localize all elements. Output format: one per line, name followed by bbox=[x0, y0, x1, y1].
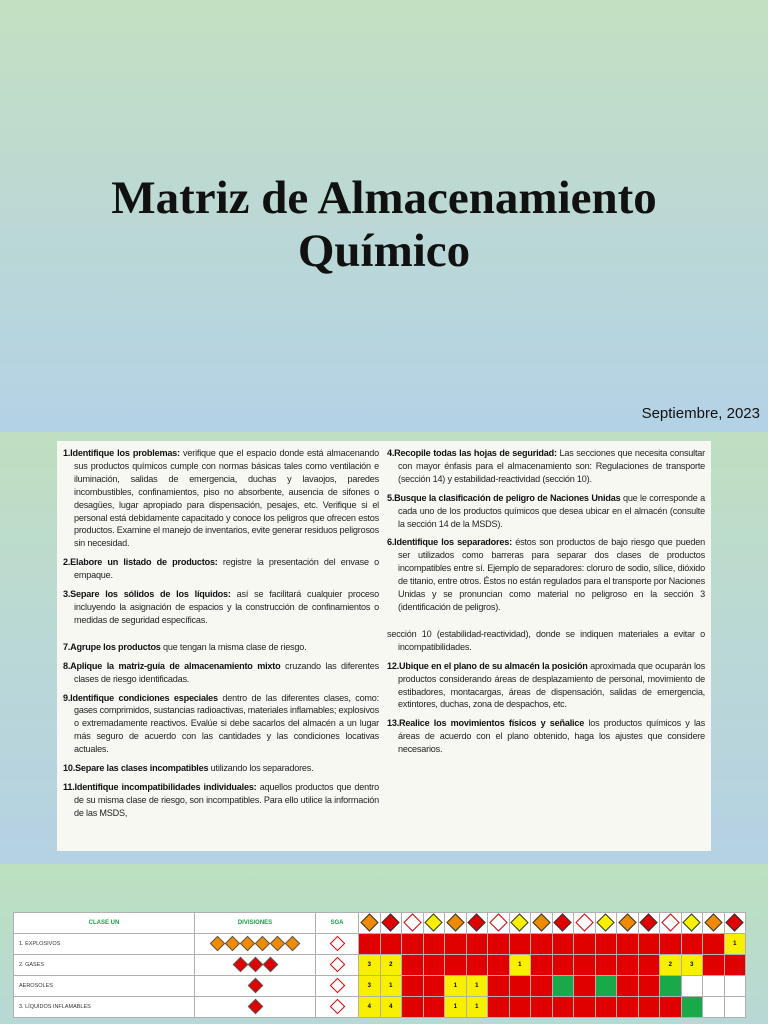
sga-icon-cell bbox=[316, 976, 359, 997]
matrix-cell bbox=[531, 976, 553, 997]
matrix-cell: 1 bbox=[380, 976, 402, 997]
hazard-pictogram-header bbox=[531, 913, 553, 934]
item-lead: 5.Busque la clasificación de peligro de Naciones Unidas bbox=[387, 492, 621, 503]
matrix-cell bbox=[724, 976, 746, 997]
matrix-cell bbox=[703, 955, 725, 976]
matrix-cell bbox=[445, 934, 467, 955]
matrix-cell bbox=[617, 997, 639, 1018]
matrix-cell bbox=[509, 997, 531, 1018]
left-item bbox=[63, 660, 379, 686]
matrix-cell bbox=[509, 934, 531, 955]
matrix-cell bbox=[638, 997, 660, 1018]
matrix-row bbox=[14, 934, 746, 955]
matrix-cell: 3 bbox=[359, 976, 381, 997]
instructions-left-column bbox=[63, 447, 379, 826]
left-item bbox=[63, 447, 379, 550]
hazard-diamond-icon bbox=[382, 913, 400, 931]
sga-pictogram-icon bbox=[329, 935, 345, 951]
matrix-cell bbox=[402, 997, 424, 1018]
matrix-cell bbox=[488, 955, 510, 976]
division-diamond-icon bbox=[210, 935, 226, 951]
slide-title bbox=[0, 172, 768, 278]
matrix-cell bbox=[681, 934, 703, 955]
item-lead: 7.Agrupe los productos bbox=[63, 641, 161, 652]
matrix-cell bbox=[402, 955, 424, 976]
sga-icon-cell bbox=[316, 997, 359, 1018]
matrix-cell bbox=[574, 997, 596, 1018]
item-text: sección 10 (estabilidad-reactividad), donde se indiquen materiales a evitar o incompatibilidades. bbox=[387, 628, 705, 652]
hazard-diamond-icon bbox=[446, 913, 464, 931]
division-diamond-icon bbox=[255, 935, 271, 951]
matrix-cell bbox=[423, 955, 445, 976]
hazard-diamond-icon bbox=[704, 913, 722, 931]
matrix-cell: 1 bbox=[445, 976, 467, 997]
matrix-cell bbox=[423, 934, 445, 955]
hazard-diamond-icon bbox=[554, 913, 572, 931]
matrix-cell bbox=[681, 997, 703, 1018]
matrix-cell: 3 bbox=[359, 955, 381, 976]
matrix-cell bbox=[574, 934, 596, 955]
division-icons bbox=[195, 997, 316, 1018]
right-item bbox=[387, 628, 705, 654]
matrix-cell bbox=[724, 997, 746, 1018]
sga-icon-cell bbox=[316, 934, 359, 955]
hazard-pictogram-header bbox=[574, 913, 596, 934]
item-text: dentro de las diferentes clases, como: gases comprimidos, sustancias radioactivas, materiales inflamables; explosivos o extremadamente reactivos. Evalúe si debe sacarlos del almacén a un lugar más seguro de acuerdo con las cantidades y las condiciones locativas actuales. bbox=[74, 692, 379, 755]
item-text: cruzando las diferentes clases de riesgo identificadas. bbox=[74, 660, 379, 684]
division-icons bbox=[195, 955, 316, 976]
matrix-cell bbox=[531, 955, 553, 976]
division-diamond-icon bbox=[247, 998, 263, 1014]
matrix-row-label: 1. EXPLOSIVOS bbox=[14, 934, 195, 955]
item-lead: 1.Identifique los problemas: bbox=[63, 448, 180, 458]
left-item bbox=[63, 781, 379, 820]
division-diamond-icon bbox=[262, 956, 278, 972]
matrix-cell bbox=[638, 934, 660, 955]
matrix-cell bbox=[488, 934, 510, 955]
matrix-cell bbox=[552, 976, 574, 997]
left-item bbox=[63, 762, 379, 775]
item-lead: 11.Identifique incompatibilidades individuales: bbox=[63, 781, 257, 792]
matrix-cell bbox=[574, 955, 596, 976]
matrix-cell: 3 bbox=[681, 955, 703, 976]
right-item bbox=[387, 536, 705, 613]
matrix-cell bbox=[423, 976, 445, 997]
matrix-cell bbox=[423, 997, 445, 1018]
hazard-diamond-icon bbox=[575, 913, 593, 931]
item-lead: 8.Aplique la matriz-guía de almacenamiento mixto bbox=[63, 660, 281, 671]
matrix-cell bbox=[703, 934, 725, 955]
instructions-slide bbox=[0, 432, 768, 864]
matrix-cell bbox=[488, 976, 510, 997]
item-text: registre la presentación del envase o empaque. bbox=[74, 557, 379, 581]
right-item bbox=[387, 492, 705, 531]
item-lead: 12.Ubique en el plano de su almacén la posición bbox=[387, 660, 588, 671]
item-text: que le corresponde a cada uno de los productos químicos que desea ubicar en el almacén (consulte la sección 14 de la MSDS). bbox=[398, 492, 705, 529]
hazard-pictogram-header bbox=[552, 913, 574, 934]
division-icons bbox=[195, 976, 316, 997]
item-lead: 6.Identifique los separadores: bbox=[387, 537, 512, 548]
sga-pictogram-icon bbox=[329, 998, 345, 1014]
matrix-cell bbox=[617, 976, 639, 997]
matrix-cell bbox=[703, 976, 725, 997]
matrix-cell bbox=[595, 934, 617, 955]
instructions-right-column bbox=[387, 447, 705, 762]
item-lead: 2.Elabore un listado de productos: bbox=[63, 557, 218, 568]
matrix-header-row bbox=[14, 913, 746, 934]
title-line-2: Químico bbox=[297, 225, 471, 277]
division-icons bbox=[195, 934, 316, 955]
left-item bbox=[63, 588, 379, 627]
matrix-row bbox=[14, 997, 746, 1018]
hazard-diamond-icon bbox=[726, 913, 744, 931]
matrix-cell bbox=[402, 976, 424, 997]
item-text: utilizando los separadores. bbox=[208, 763, 314, 774]
matrix-cell bbox=[617, 955, 639, 976]
sga-pictogram-icon bbox=[329, 977, 345, 993]
matrix-cell: 1 bbox=[509, 955, 531, 976]
matrix-cell bbox=[488, 997, 510, 1018]
matrix-cell: 1 bbox=[445, 997, 467, 1018]
item-lead: 13.Realice los movimientos físicos y señalice bbox=[387, 718, 585, 729]
item-text: éstos son productos de bajo riesgo que pueden ser utilizados como barreras para separar dos clases de productos incompatibles entre sí. Ejemplo de separadores: cloruro de sodio, sílice, dióxido de titanio, entre otros. Éstos no están regulados para el transporte por Naciones Unidas y se pronuncian como material no peligroso en la sección 3 (identificación de peligros). bbox=[398, 537, 705, 612]
hazard-diamond-icon bbox=[360, 913, 378, 931]
right-item bbox=[387, 717, 705, 756]
matrix-slide bbox=[0, 864, 768, 1024]
matrix-cell bbox=[660, 997, 682, 1018]
hazard-diamond-icon bbox=[597, 913, 615, 931]
division-diamond-icon bbox=[247, 977, 263, 993]
matrix-cell: 2 bbox=[380, 955, 402, 976]
division-diamond-icon bbox=[232, 956, 248, 972]
hazard-pictogram-header bbox=[402, 913, 424, 934]
matrix-cell bbox=[359, 934, 381, 955]
matrix-cell: 1 bbox=[466, 976, 488, 997]
left-item bbox=[63, 641, 379, 654]
item-text: que tengan la misma clase de riesgo. bbox=[160, 641, 307, 652]
matrix-row-label: 2. GASES bbox=[14, 955, 195, 976]
title-line-1: Matriz de Almacenamiento bbox=[111, 172, 657, 224]
matrix-cell bbox=[552, 934, 574, 955]
item-text: verifique que el espacio donde está almacenando sus productos químicos cumple con normas básicas tales como ventilación e iluminación, salidas de emergencia, duchas y lavaojos, paredes incombustibles, confinamientos, piso no absorbente, ausencia de sifones o desagües, lugar apropiado para dispensación, pesajes, etc. Verifique si el personal está debidamente capacitado y conoce los peligros que ofrecen estos productos. Examine el manejo de inventarios, evite generar residuos peligrosos sin necesidad. bbox=[74, 448, 379, 549]
instructions-document bbox=[57, 441, 711, 851]
item-text: Las secciones que necesita consultar con mayor énfasis para el almacenamiento son: Regulaciones de transporte (sección 14) y estabilidad-reactividad (sección 10). bbox=[398, 448, 705, 484]
matrix-cell bbox=[574, 976, 596, 997]
item-text: los productos químicos y las áreas de acuerdo con el plano obtenido, haga los ajustes que considere necesarios. bbox=[398, 718, 705, 755]
matrix-cell bbox=[617, 934, 639, 955]
hazard-pictogram-header bbox=[359, 913, 381, 934]
storage-matrix-table bbox=[13, 912, 746, 1018]
matrix-cell bbox=[703, 997, 725, 1018]
item-text: aproximada que ocuparán los productos considerando áreas de desplazamiento de personal, movimiento de estibadores, montacargas, áreas de dispensación, salidas de emergencia, extintores, duchas, zona de despachos, etc. bbox=[398, 660, 705, 710]
matrix-cell: 2 bbox=[660, 955, 682, 976]
matrix-cell bbox=[638, 955, 660, 976]
matrix-cell bbox=[660, 976, 682, 997]
right-item bbox=[387, 447, 705, 486]
hazard-pictogram-header bbox=[445, 913, 467, 934]
hazard-diamond-icon bbox=[618, 913, 636, 931]
matrix-cell bbox=[531, 997, 553, 1018]
division-diamond-icon bbox=[240, 935, 256, 951]
hazard-pictogram-header bbox=[724, 913, 746, 934]
matrix-cell bbox=[595, 955, 617, 976]
matrix-row bbox=[14, 955, 746, 976]
hazard-diamond-icon bbox=[640, 913, 658, 931]
hazard-pictogram-header bbox=[466, 913, 488, 934]
header-clase-un: CLASE UN bbox=[14, 913, 195, 934]
matrix-row bbox=[14, 976, 746, 997]
item-lead: 10.Separe las clases incompatibles bbox=[63, 763, 209, 774]
item-lead: 3.Separe los sólidos de los líquidos: bbox=[63, 589, 231, 600]
hazard-pictogram-header bbox=[660, 913, 682, 934]
hazard-diamond-icon bbox=[683, 913, 701, 931]
title-slide bbox=[0, 0, 768, 432]
division-diamond-icon bbox=[285, 935, 301, 951]
matrix-cell bbox=[681, 976, 703, 997]
header-divisiones: DIVISIONES bbox=[195, 913, 316, 934]
item-lead: 4.Recopile todas las hojas de seguridad: bbox=[387, 448, 557, 458]
hazard-diamond-icon bbox=[425, 913, 443, 931]
hazard-pictogram-header bbox=[595, 913, 617, 934]
matrix-cell bbox=[638, 976, 660, 997]
matrix-row-label: AEROSOLES bbox=[14, 976, 195, 997]
header-sga: SGA bbox=[316, 913, 359, 934]
hazard-diamond-icon bbox=[532, 913, 550, 931]
right-item bbox=[387, 660, 705, 712]
hazard-diamond-icon bbox=[468, 913, 486, 931]
hazard-pictogram-header bbox=[509, 913, 531, 934]
slide-date: Septiembre, 2023 bbox=[641, 405, 760, 422]
division-diamond-icon bbox=[225, 935, 241, 951]
hazard-diamond-icon bbox=[511, 913, 529, 931]
hazard-pictogram-header bbox=[681, 913, 703, 934]
item-text: aquellos productos que dentro de su misma clase de riesgo, son incompatibles. Para ello utilice la información de las MSDS, bbox=[74, 781, 379, 818]
hazard-diamond-icon bbox=[403, 913, 421, 931]
matrix-cell bbox=[724, 955, 746, 976]
matrix-cell bbox=[402, 934, 424, 955]
hazard-pictogram-header bbox=[703, 913, 725, 934]
matrix-cell bbox=[552, 955, 574, 976]
hazard-diamond-icon bbox=[489, 913, 507, 931]
matrix-cell bbox=[466, 934, 488, 955]
sga-icon-cell bbox=[316, 955, 359, 976]
item-lead: 9.Identifique condiciones especiales bbox=[63, 692, 218, 703]
matrix-cell: 1 bbox=[724, 934, 746, 955]
matrix-cell bbox=[509, 976, 531, 997]
division-diamond-icon bbox=[247, 956, 263, 972]
matrix-cell: 1 bbox=[466, 997, 488, 1018]
hazard-pictogram-header bbox=[638, 913, 660, 934]
matrix-cell: 4 bbox=[359, 997, 381, 1018]
matrix-cell bbox=[380, 934, 402, 955]
hazard-pictogram-header bbox=[488, 913, 510, 934]
division-diamond-icon bbox=[270, 935, 286, 951]
matrix-cell bbox=[445, 955, 467, 976]
matrix-cell bbox=[552, 997, 574, 1018]
left-item bbox=[63, 556, 379, 582]
sga-pictogram-icon bbox=[329, 956, 345, 972]
matrix-cell bbox=[466, 955, 488, 976]
left-item bbox=[63, 692, 379, 757]
matrix-cell bbox=[531, 934, 553, 955]
hazard-pictogram-header bbox=[380, 913, 402, 934]
hazard-diamond-icon bbox=[661, 913, 679, 931]
hazard-pictogram-header bbox=[423, 913, 445, 934]
hazard-pictogram-header bbox=[617, 913, 639, 934]
matrix-cell bbox=[595, 997, 617, 1018]
matrix-row-label: 3. LÍQUIDOS INFLAMABLES bbox=[14, 997, 195, 1018]
matrix-cell: 4 bbox=[380, 997, 402, 1018]
item-text: así se facilitará cualquier proceso incluyendo la asignación de espacios y la construcción de confinamientos o medidas de seguridad específicas. bbox=[74, 589, 379, 625]
matrix-cell bbox=[595, 976, 617, 997]
matrix-cell bbox=[660, 934, 682, 955]
